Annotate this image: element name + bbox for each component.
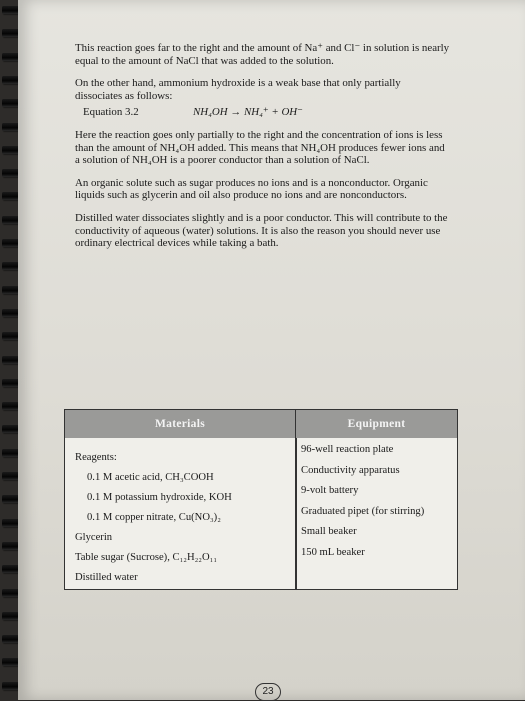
column-divider: [295, 438, 297, 589]
equation-row: [75, 106, 450, 119]
materials-equipment-table: [64, 409, 458, 590]
equipment-item: 96-well reaction plate: [301, 444, 394, 455]
equipment-item: 150 mL beaker: [301, 546, 365, 558]
materials-header: Materials: [65, 410, 296, 438]
equipment-item: Graduated pipet (for stirring): [301, 505, 425, 517]
materials-item: Table sugar (Sucrose), C₁₂H₂₂O₁₁: [75, 552, 218, 563]
materials-list: [75, 448, 290, 588]
paragraph-5: Distilled water dissociates slightly and is a poor conductor. This will contribute to the conductivity of aqueous (water) solutions. It is also the reason you should never use ordinary electrical devices while taking a bath.: [75, 211, 448, 250]
materials-item: 0.1 M acetic acid, CH₃COOH: [87, 472, 214, 483]
equipment-item: Conductivity apparatus: [301, 464, 400, 476]
paragraph-2: On the other hand, ammonium hydroxide is a weak base that only partially dissociates as follows:: [75, 77, 401, 102]
materials-item: Reagents:: [75, 452, 117, 463]
equation: NH₄OH → NH₄⁺ + OH⁻: [193, 106, 303, 119]
equipment-list: [301, 440, 451, 563]
equipment-header: Equipment: [296, 410, 457, 438]
materials-item: 0.1 M potassium hydroxide, KOH: [87, 492, 232, 503]
paragraph-3: Here the reaction goes only partially to the right and the concentration of ions is less than the amount of NH₄OH added. This means that NH₄OH produces fewer ions and a solution of NH₄OH is a poorer conductor than a solution of NaCl.: [75, 128, 445, 167]
page-content: [75, 42, 450, 260]
materials-item: Glycerin: [75, 532, 113, 543]
paragraph-4: An organic solute such as sugar produces no ions and is a nonconductor. Organic liquids such as glycerin and oil also produce no ions and are nonconductors.: [75, 176, 428, 202]
paragraph-1: This reaction goes far to the right and the amount of Na⁺ and Cl⁻ in solution is nearly equal to the amount of NaCl that was added to the solution.: [75, 42, 450, 67]
equipment-item: 9-volt battery: [301, 485, 359, 496]
equipment-item: Small beaker: [301, 526, 357, 537]
equation-label: Equation 3.2: [83, 106, 139, 119]
materials-item: Distilled water: [75, 572, 138, 583]
materials-item: 0.1 M copper nitrate, Cu(NO₃)₂: [87, 512, 221, 523]
page-number: 23: [255, 683, 281, 701]
